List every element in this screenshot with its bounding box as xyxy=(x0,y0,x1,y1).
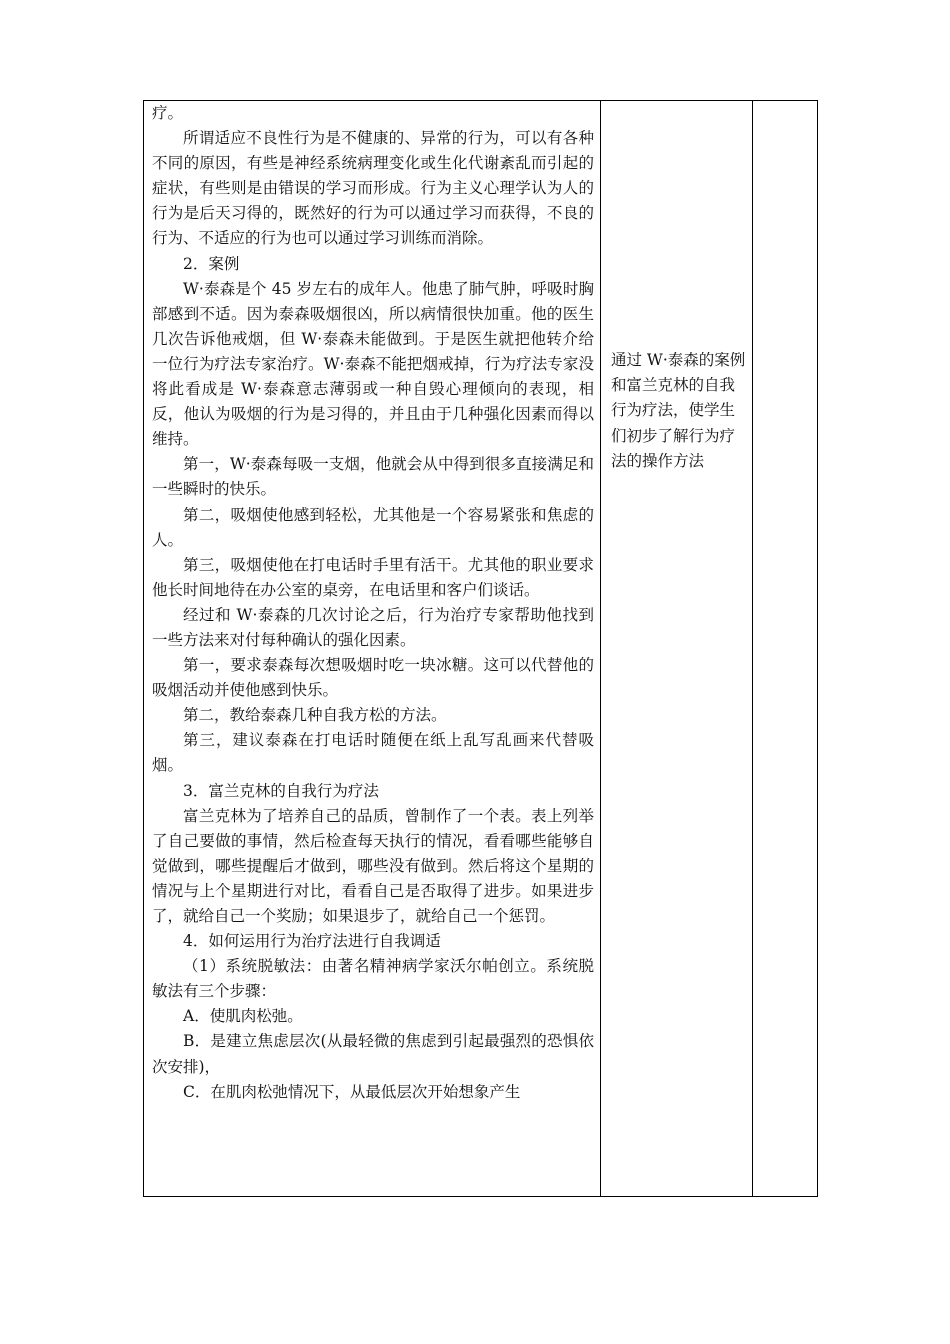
section-heading: 2．案例 xyxy=(183,254,240,273)
paragraph: W·泰森是个 45 岁左右的成年人。他患了肺气肿，呼吸时胸部感到不适。因为泰森吸烟很凶，所以病情很快加重。他的医生几次告诉他戒烟，但 W·泰森未能做到。于是医生就把他转介给一位行为疗法专家治疗。W·泰森不能把烟戒掉，行为疗法专家没将此看成是 W·泰森意志薄弱或一种自毁心理倾向的表现，相反，他认为吸烟的行为是习得的，并且由于几种强化因素而得以维持。 xyxy=(152,279,594,449)
paragraph: 第三，建议泰森在打电话时随便在纸上乱写乱画来代替吸烟。 xyxy=(152,731,594,775)
list-item: A．使肌肉松弛。 xyxy=(183,1007,303,1026)
paragraph: 第二，吸烟使他感到轻松，尤其他是一个容易紧张和焦虑的人。 xyxy=(152,505,594,549)
paragraph: （1）系统脱敏法：由著名精神病学家沃尔帕创立。系统脱敏法有三个步骤： xyxy=(152,957,594,1001)
paragraph: 经过和 W·泰森的几次讨论之后，行为治疗专家帮助他找到一些方法来对付每种确认的强化因素。 xyxy=(152,605,594,649)
paragraph: 所谓适应不良性行为是不健康的、异常的行为，可以有各种不同的原因，有些是神经系统病理变化或生化代谢紊乱而引起的症状，有些则是由错误的学习而形成。行为主义心理学认为人的行为是后天习得的，既然好的行为可以通过学习而获得，不良的行为、不适应的行为也可以通过学习训练而消除。 xyxy=(152,129,594,248)
paragraph: 第二，教给泰森几种自我方松的方法。 xyxy=(183,706,447,725)
teaching-content xyxy=(144,101,600,1105)
content-cell xyxy=(144,101,601,1197)
list-item: B．是建立焦虑层次(从最轻微的焦虑到引起最强烈的恐惧依次安排)， xyxy=(152,1032,594,1076)
paragraph: 第一，要求泰森每次想吸烟时吃一块冰糖。这可以代替他的吸烟活动并使他感到快乐。 xyxy=(152,656,594,700)
paragraph: 第一，W·泰森每吸一支烟，他就会从中得到很多直接满足和一些瞬时的快乐。 xyxy=(152,455,594,499)
table-row xyxy=(144,101,818,1197)
note-cell xyxy=(601,101,753,1197)
section-heading: 3．富兰克林的自我行为疗法 xyxy=(183,781,379,800)
paragraph: 富兰克林为了培养自己的品质，曾制作了一个表。表上列举了自己要做的事情，然后检查每天执行的情况，看看哪些能够自觉做到，哪些提醒后才做到，哪些没有做到。然后将这个星期的情况与上个星期进行对比，看看自己是否取得了进步。如果进步了，就给自己一个奖励；如果退步了，就给自己一个惩罚。 xyxy=(152,806,594,925)
list-item: C．在肌肉松弛情况下，从最低层次开始想象产生 xyxy=(183,1082,521,1101)
section-heading: 4．如何运用行为治疗法进行自我调适 xyxy=(183,932,441,951)
paragraph: 疗。 xyxy=(152,104,184,122)
design-intent-note: 通过 W·泰森的案例和富兰克林的自我行为疗法，使学生们初步了解行为疗法的操作方法 xyxy=(611,351,746,470)
empty-cell xyxy=(753,101,818,1197)
paragraph: 第三，吸烟使他在打电话时手里有活干。尤其他的职业要求他长时间地待在办公室的桌旁，在电话里和客户们谈话。 xyxy=(152,555,594,599)
lesson-plan-table xyxy=(143,100,818,1197)
